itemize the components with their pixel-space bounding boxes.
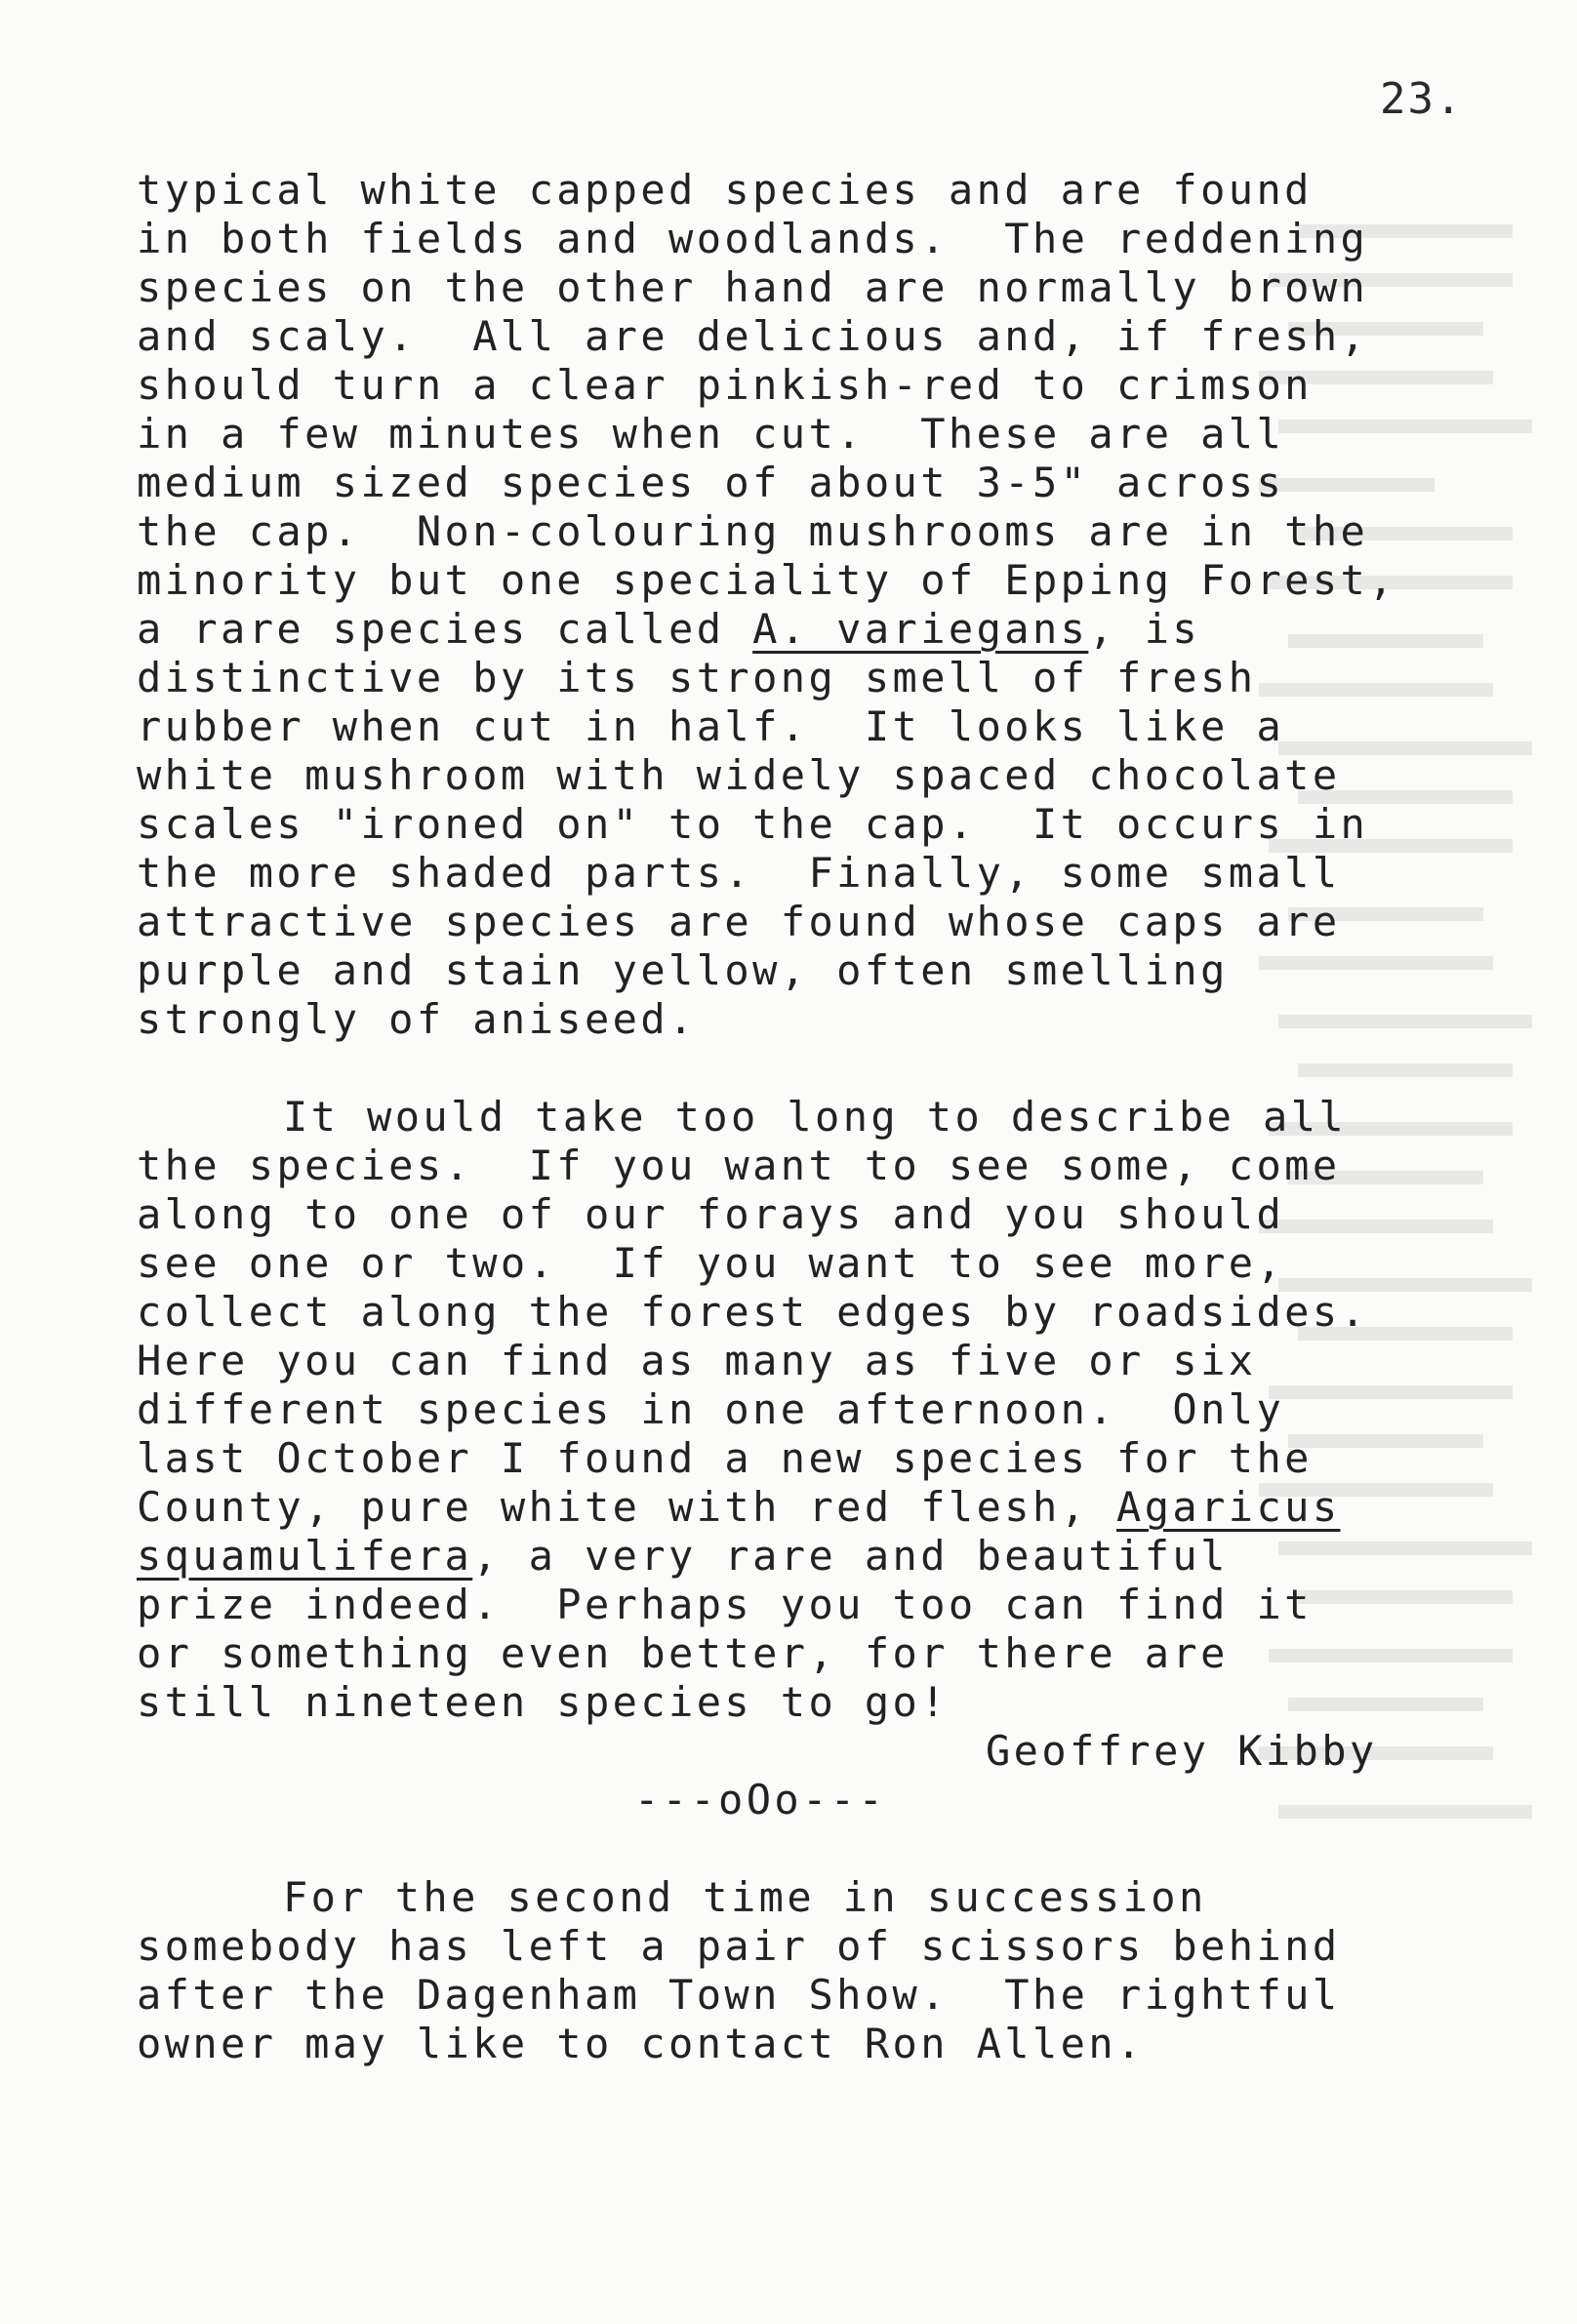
text-segment: , is <box>1088 605 1201 653</box>
text-line: the cap. Non-colouring mushrooms are in the <box>137 507 1369 555</box>
text-segment: a rare species called <box>137 605 753 653</box>
text-line: collect along the forest edges by roadsides. <box>137 1288 1369 1336</box>
text-line: along to one of our forays and you should <box>137 1190 1285 1238</box>
author-signature: Geoffrey Kibby <box>986 1727 1378 1775</box>
page-number: 23. <box>1380 74 1464 124</box>
text-line: Here you can find as many as five or six <box>137 1337 1257 1384</box>
text-line <box>137 1483 1396 1532</box>
text-line: attractive species are found whose caps are <box>137 898 1341 945</box>
text-segment: County, pure white with red flesh, <box>137 1483 1117 1531</box>
text-line: should turn a clear pinkish-red to crimson <box>137 361 1313 409</box>
text-line: last October I found a new species for the <box>137 1434 1313 1482</box>
text-line: species on the other hand are normally brown <box>137 263 1369 311</box>
text-line: medium sized species of about 3-5" across <box>137 459 1285 506</box>
text-line: For the second time in succession <box>283 1873 1207 1921</box>
text-line: the species. If you want to see some, come <box>137 1142 1341 1189</box>
text-line: distinctive by its strong smell of fresh <box>137 654 1257 701</box>
paragraph-break <box>137 1824 1396 1873</box>
text-line: It would take too long to describe all <box>283 1093 1348 1141</box>
section-separator: ---oOo--- <box>634 1776 887 1823</box>
species-name-agaricus: Agaricus <box>1116 1483 1341 1531</box>
text-line: strongly of aniseed. <box>137 995 697 1043</box>
text-line: in a few minutes when cut. These are all <box>137 410 1285 458</box>
body-text <box>137 166 1396 2068</box>
text-line: scales "ironed on" to the cap. It occurs in <box>137 800 1369 848</box>
text-segment: , a very rare and beautiful <box>472 1532 1229 1580</box>
paragraph-break <box>137 1044 1396 1093</box>
text-line: white mushroom with widely spaced chocolate <box>137 751 1341 799</box>
text-line: after the Dagenham Town Show. The rightful <box>137 1971 1341 2019</box>
text-line: in both fields and woodlands. The reddening <box>137 215 1369 262</box>
text-line: still nineteen species to go! <box>137 1678 949 1726</box>
text-line: the more shaded parts. Finally, some small <box>137 849 1341 897</box>
text-line: owner may like to contact Ron Allen. <box>137 2020 1145 2067</box>
text-line: prize indeed. Perhaps you too can find it <box>137 1581 1313 1628</box>
text-line: somebody has left a pair of scissors behind <box>137 1922 1341 1970</box>
species-name-a-variegans: A. variegans <box>752 605 1089 653</box>
text-line: see one or two. If you want to see more, <box>137 1239 1285 1287</box>
text-line: typical white capped species and are found <box>137 166 1313 214</box>
text-line: different species in one afternoon. Only <box>137 1385 1285 1433</box>
text-line: minority but one speciality of Epping Forest, <box>137 556 1396 604</box>
text-line: or something even better, for there are <box>137 1629 1229 1677</box>
text-line: purple and stain yellow, often smelling <box>137 946 1229 994</box>
text-line <box>137 605 1396 654</box>
species-name-squamulifera: squamulifera <box>137 1532 473 1580</box>
text-line: and scaly. All are delicious and, if fresh, <box>137 312 1369 360</box>
text-line: rubber when cut in half. It looks like a <box>137 702 1285 750</box>
text-line <box>137 1532 1396 1581</box>
